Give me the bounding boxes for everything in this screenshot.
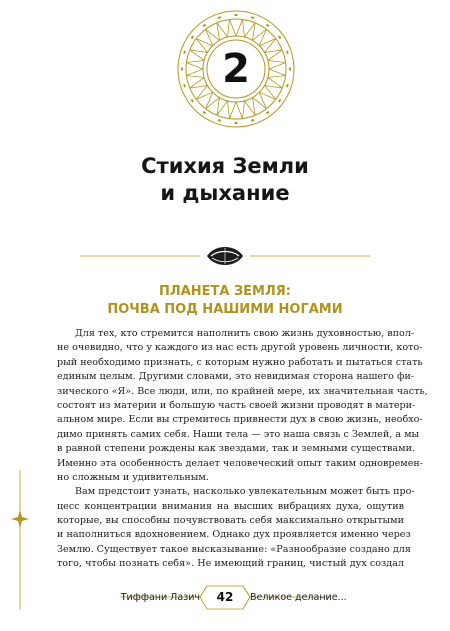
body-line: Именно эта особенность делает человеческий опыт таким одновремен- xyxy=(57,457,424,469)
page-number: 42 xyxy=(216,590,234,604)
body-line: и наполниться вдохновением. Однако дух проявляется именно через xyxy=(57,529,411,541)
chapter-title-line-2: и дыхание xyxy=(160,181,290,205)
body-line: но сложным и удивительным. xyxy=(57,471,209,483)
body-line: которые, вы способны почувствовать себя максимально открытыми xyxy=(57,515,404,527)
chapter-title-line-1: Стихия Земли xyxy=(141,154,309,178)
body-line: того, чтобы познать себя». Не имеющий границ, чистый дух создал xyxy=(57,558,404,570)
body-line: димо принять самих себя. Наши тела — это наша связь с Землей, а мы xyxy=(57,428,420,440)
body-line: не очевидно, что у каждого из нас есть другой уровень личности, кото- xyxy=(57,342,423,354)
body-line: рый необходимо признать, с которым нужно работать и пытаться стать xyxy=(57,356,423,368)
body-text xyxy=(57,327,428,572)
body-line: в равной степени рождены как звездами, так и земными существами. xyxy=(57,443,416,455)
section-title xyxy=(60,283,390,319)
section-title-line-1: ПЛАНЕТА ЗЕМЛЯ: xyxy=(158,284,291,299)
body-line: Землю. Существует такое высказывание: «Разнообразие создано для xyxy=(57,543,411,555)
body-line: состоят из материи и большую часть своей жизни проводят в матери- xyxy=(57,399,416,411)
chapter-number: 2 xyxy=(222,46,250,92)
body-line: Для тех, кто стремится наполнить свою жизнь духовностью, впол- xyxy=(75,328,415,339)
chapter-title xyxy=(60,153,390,207)
body-line: альном мире. Если вы стремитесь привнести дух в свою жизнь, необхо- xyxy=(57,414,423,426)
footer-author: Тиффани Лазич xyxy=(120,592,200,603)
body-line: зического «Я». Все люди, или, по крайней мере, их значительная часть, xyxy=(57,385,428,397)
leaf-divider-icon xyxy=(0,236,450,276)
body-line: единым целым. Другими словами, это невидимая сторона нашего фи- xyxy=(57,371,415,383)
body-line: цесс концентрации внимания на высших вибрациях духа, ощутив xyxy=(57,500,404,512)
footer-book-title: Великое делание... xyxy=(250,592,347,603)
section-title-line-2: ПОЧВА ПОД НАШИМИ НОГАМИ xyxy=(107,302,343,317)
body-line: Вам предстоит узнать, насколько увлекательным может быть про- xyxy=(75,486,415,498)
page-footer xyxy=(0,584,450,614)
